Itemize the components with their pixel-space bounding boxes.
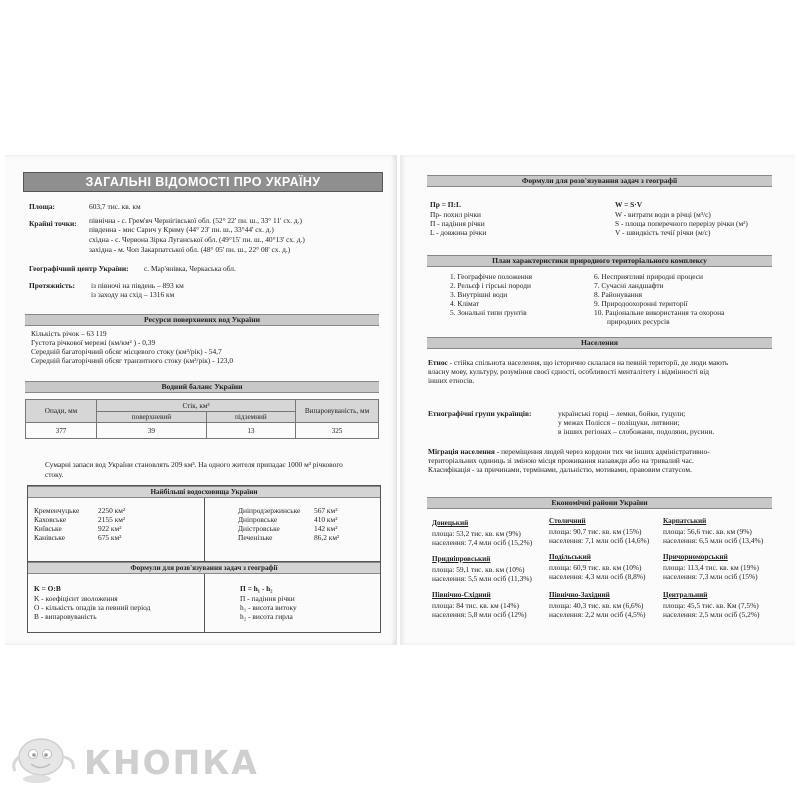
ethno-groups-label: Етнографічні групи українців:	[428, 409, 532, 418]
region-population: населення: 7,4 млн осіб (15,2%)	[432, 538, 533, 547]
reservoir-name: Печенізьке	[238, 533, 273, 542]
plan-item: 10. Раціональне використання та охорона	[594, 308, 725, 317]
ethno-group-item: в інших регіонах – слобожани, подоляни, русини.	[558, 427, 715, 436]
formula-legend: V - швидкість течії річки (м/с)	[615, 228, 711, 237]
right-page	[400, 155, 795, 645]
plan-item: 8. Районування	[594, 290, 643, 299]
extreme-point-west: західна - м. Чоп Закарпатської обл. (48° 05' пн. ш., 22° 08' сх. д.)	[89, 245, 291, 254]
region-area: площа: 113,4 тис. кв. км (19%)	[663, 563, 759, 572]
rivers-count: Кількість річок – 63 119	[31, 329, 107, 338]
region-area: площа: 60,9 тис. кв. км (10%)	[549, 563, 642, 572]
region-name: Подільський	[549, 553, 591, 561]
region-population: населення: 2,2 млн осіб (4,5%)	[549, 610, 646, 619]
evap-value: 325	[296, 423, 379, 439]
plan-item: 3. Внутрішні води	[450, 290, 508, 299]
region-name: Причорноморський	[663, 553, 728, 561]
reservoirs-header: Найбільші водосховища України	[28, 486, 380, 498]
formula-discharge: W = S·V	[615, 200, 643, 209]
left-page	[5, 155, 397, 645]
brand-name: КНОПКА	[84, 743, 259, 782]
region-name: Північно-Західний	[549, 591, 610, 599]
formulas-box-left	[27, 561, 381, 633]
region-name: Центральний	[663, 591, 708, 599]
region-area: площа: 56,6 тис. кв. км (9%)	[663, 527, 752, 536]
reservoir-area: 675 км²	[98, 533, 122, 542]
reservoir-area: 410 км²	[314, 515, 338, 524]
water-balance-header: Водний баланс України	[25, 381, 379, 393]
ethnos-definition-line: власну мову, культуру, розуміння своєї єдності, особливості менталітету і відмінності від	[428, 367, 710, 376]
formula-legend: h₂ - висота гирла	[240, 612, 293, 621]
reservoir-name: Дніпродзержинське	[238, 506, 301, 515]
plan-item: 5. Зональні типи ґрунтів	[450, 308, 527, 317]
formula-legend: В - випаровуваність	[34, 612, 97, 621]
reservoir-area: 142 км²	[314, 524, 338, 533]
extreme-points-label: Крайні точки:	[29, 219, 77, 228]
ethnos-definition-line: інших етносів.	[428, 376, 475, 385]
formula-legend: K - коефіцієнт зволоження	[34, 594, 118, 603]
kid-mascot-logo	[5, 735, 81, 785]
economic-regions-header: Економічні райони України	[427, 497, 772, 509]
migration-definition-line: Класифікація - за причинами, термінами, дальністю, мотивами, правовим статусом.	[428, 465, 692, 474]
region-population: населення: 5,5 млн осіб (11,3%)	[432, 574, 532, 583]
migration-definition-line: територіальних одиниць зі зміною місця проживання назавжди або на тривалий час.	[428, 456, 694, 465]
water-reserves-text-end: стоку.	[45, 470, 64, 479]
plan-item: 6. Несприятливі природні процеси	[594, 272, 703, 281]
region-population: населення: 2,5 млн осіб (5,2%)	[663, 610, 760, 619]
formula-legend: П - падіння річки	[240, 594, 295, 603]
region-area: площа: 90,7 тис. кв. км (15%)	[549, 527, 642, 536]
formula-legend: L - довжина річки	[430, 228, 487, 237]
ethno-group-item: у межах Полісся – поліщуки, литвини;	[558, 418, 680, 427]
reservoirs-box	[27, 485, 381, 563]
area-label: Площа:	[29, 202, 55, 211]
formula-river-fall: П = h₁ - h₂	[240, 584, 273, 593]
underground-runoff-value: 13	[206, 423, 295, 439]
reservoir-area: 2155 км²	[98, 515, 126, 524]
formulas-header-left: Формули для розв'язування задач з географії	[28, 562, 380, 574]
region-name: Столичний	[549, 517, 586, 525]
formulas-divider	[204, 574, 205, 632]
geo-center-label: Географічний центр України:	[29, 264, 129, 273]
reservoir-name: Кременчуцьке	[34, 506, 80, 515]
precip-value: 377	[26, 423, 97, 439]
water-balance-table	[25, 399, 379, 439]
reservoir-area: 86,2 км²	[314, 533, 340, 542]
region-area: площа: 84 тис. кв. км (14%)	[432, 601, 519, 610]
region-area: площа: 40,3 тис. кв. км (6,6%)	[549, 601, 644, 610]
river-density: Густота річкової мережі (км/км² ) - 0,39	[31, 338, 156, 347]
surface-water-header: Ресурси поверхневих вод України	[25, 314, 379, 326]
reservoir-name: Каховське	[34, 515, 67, 524]
economic-regions-grid	[432, 517, 772, 617]
region-area: площа: 45,5 тис. кв. Км (7,5%)	[663, 601, 759, 610]
plan-item: 9. Природоохоронні території	[594, 299, 688, 308]
ethnos-definition: Етнос - стійка спільнота населення, що історично склалася на певній території, де люди мають	[428, 358, 729, 367]
plan-item: 7. Сучасні ландшафти	[594, 281, 664, 290]
plan-item: 2. Рельєф і гірські породи	[450, 281, 531, 290]
region-population: населення: 7,1 млн осіб (14,6%)	[549, 536, 650, 545]
region-area: площа: 59,1 тис. кв. км (10%)	[432, 565, 525, 574]
formula-legend: W - витрати води в річці (м³/с)	[615, 210, 711, 219]
reservoir-name: Дністровське	[238, 524, 280, 533]
extreme-point-north: північна - с. Грем'яч Чернігівської обл. (52° 22' пн. ш., 33° 11' сх. д.)	[89, 216, 302, 225]
region-population: населення: 6,5 млн осіб (13,4%)	[663, 536, 764, 545]
reservoir-area: 567 км²	[314, 506, 338, 515]
population-header: Населення	[427, 337, 772, 349]
formula-slope: Пр = П:L	[430, 200, 461, 209]
plan-header: План характеристики природного територіального комплексу	[427, 255, 772, 267]
extent-west-east: із заходу на схід – 1316 км	[91, 290, 175, 299]
precip-header: Опади, мм	[26, 400, 97, 423]
region-name: Карпатський	[663, 517, 707, 525]
region-name: Донецький	[432, 519, 469, 527]
formula-legend: П - падіння річки	[430, 219, 485, 228]
plan-item: 4. Клімат	[450, 299, 480, 308]
region-name: Північно-Східний	[432, 591, 491, 599]
ethno-group-item: українські горці – лемки, бойки, гуцули;	[558, 409, 686, 418]
geo-center-value: с. Мар'янівка, Черкаська обл.	[144, 264, 236, 273]
extent-label: Протяжність:	[29, 281, 75, 290]
formula-legend: О - кількість опадів за певний період	[34, 603, 151, 612]
reservoir-name: Київське	[34, 524, 62, 533]
underground-runoff-header: підземний	[206, 412, 295, 423]
area-value: 603,7 тис. кв. км	[89, 202, 141, 211]
reservoir-name: Дніпровське	[238, 515, 278, 524]
surface-runoff-header: поверхневий	[97, 412, 207, 423]
transit-runoff: Середній багаторічний обсяг транзитного стоку (км³/рік) - 123,0	[31, 356, 234, 365]
local-runoff: Середній багаторічний обсяг місцевого стоку (км³/рік) - 54,7	[31, 347, 222, 356]
formulas-header-right: Формули для розв'язування задач з географії	[427, 175, 772, 187]
surface-runoff-value: 39	[97, 423, 207, 439]
formula-legend: S - площа поперечного перерізу річки (м²)	[615, 219, 748, 228]
region-population: населення: 4,3 млн осіб (8,8%)	[549, 572, 646, 581]
migration-definition: Міграція населення - переміщення людей через кордони тих чи інших адміністративно-	[428, 447, 710, 456]
reservoir-name: Канівське	[34, 533, 65, 542]
region-population: населення: 5,8 млн осіб (12%)	[432, 610, 527, 619]
region-population: населення: 7,3 млн осіб (15%)	[663, 572, 758, 581]
extreme-point-south: південна - мис Сарич у Криму (44° 23' пн. ш., 33°44' сх. д.)	[89, 225, 274, 234]
runoff-header: Стік, км³	[97, 400, 296, 412]
reservoir-area: 922 км²	[98, 524, 122, 533]
formula-legend: Пр- похил річки	[430, 210, 482, 219]
evap-header: Випаровуваність, мм	[296, 400, 379, 423]
extent-north-south: із півночі на південь – 893 км	[91, 281, 184, 290]
region-name: Придніпровський	[432, 555, 491, 563]
formula-humidity: K = O:B	[34, 584, 61, 593]
page-title: ЗАГАЛЬНІ ВІДОМОСТІ ПРО УКРАЇНУ	[23, 172, 383, 192]
reservoir-area: 2250 км²	[98, 506, 126, 515]
formula-legend: h₁ - висота витоку	[240, 603, 297, 612]
region-area: площа: 53,2 тис. кв. км (9%)	[432, 529, 521, 538]
extreme-point-east: східна - с. Червона Зірка Луганської обл. (49°15' пн. ш., 40°13' сх. д.)	[89, 235, 305, 244]
plan-item: природних ресурсів	[607, 317, 670, 326]
water-reserves-text: Сумарні запаси вод України становлять 209 км³. На одного жителя припадає 1000 м³ річкового	[45, 460, 343, 469]
plan-item: 1. Географічне положення	[450, 272, 533, 281]
reservoirs-divider	[204, 498, 205, 562]
